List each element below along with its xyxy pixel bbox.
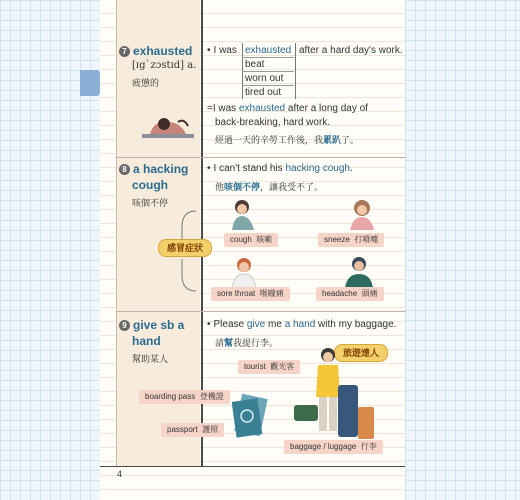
- headache-illustration: [339, 254, 379, 288]
- entry-8-headword-line2: cough: [132, 178, 168, 192]
- entry-9-translation: 幫助某人: [132, 354, 169, 364]
- entry-7-phonetic: [ɪgˋzɔstɪd] a.: [132, 60, 197, 71]
- entry-8-translation: 咳個不停: [132, 198, 169, 208]
- entry-7-example-suffix: after a hard day's work.: [299, 45, 403, 56]
- option-1: exhausted: [245, 45, 292, 56]
- entry-8-example-zh: 他咳個不停，讓我受不了。: [215, 182, 324, 192]
- entry-8-headword: 8 a hacking: [119, 161, 188, 177]
- cough-illustration: [228, 198, 262, 230]
- item-passport: passport 護照: [161, 423, 224, 437]
- grid-margin-right: [405, 0, 520, 500]
- passport-illustration: [232, 392, 270, 438]
- entry-7-example2-zh: 經過一天的辛勞工作後，我累趴了。: [215, 135, 360, 145]
- travel-badge: 旅遊達人: [334, 344, 388, 362]
- option-3: worn out: [245, 73, 284, 84]
- page-number: 4: [117, 469, 123, 479]
- entry-9-example-zh: 請幫我提行李。: [215, 338, 279, 348]
- sore-throat-illustration: [228, 256, 262, 288]
- symptom-badge: 感冒症狀: [158, 239, 212, 257]
- entry-9-headword: 9 give sb a: [119, 317, 184, 333]
- entry-7-example-prefix: • I was: [207, 44, 237, 58]
- item-baggage: baggage / luggage 行李: [284, 440, 383, 454]
- entry-number: 7: [119, 46, 130, 57]
- symptom-sore-throat: sore throat 喉嚨痛: [211, 287, 290, 301]
- option-4: tired out: [245, 87, 282, 98]
- entry-7-headword: 7 exhausted: [119, 43, 192, 59]
- entry-7-example2-line1: =I was exhausted after a long day of: [207, 103, 368, 114]
- item-boarding-pass: boarding pass 登機證: [139, 390, 230, 404]
- entry-7-translation: 疲憊的: [132, 78, 160, 88]
- entry-9-headword-line2: hand: [132, 334, 161, 348]
- tourist-illustration: [290, 345, 380, 445]
- symptom-cough: cough 咳嗽: [224, 233, 278, 247]
- item-tourist: tourist 觀光客: [238, 360, 300, 374]
- symptom-sneeze: sneeze 打噴嚏: [318, 233, 384, 247]
- tired-person-illustration: [140, 112, 196, 148]
- entry-9-example: • Please give me a hand with my baggage.: [207, 318, 396, 332]
- option-2: beat: [245, 59, 265, 70]
- sneeze-illustration: [345, 198, 379, 230]
- entry-7-example2-line2: back-breaking, hard work.: [215, 117, 331, 128]
- symptom-headache: headache 頭痛: [316, 287, 384, 301]
- entry-8-example: • I can't stand his hacking cough.: [207, 162, 353, 176]
